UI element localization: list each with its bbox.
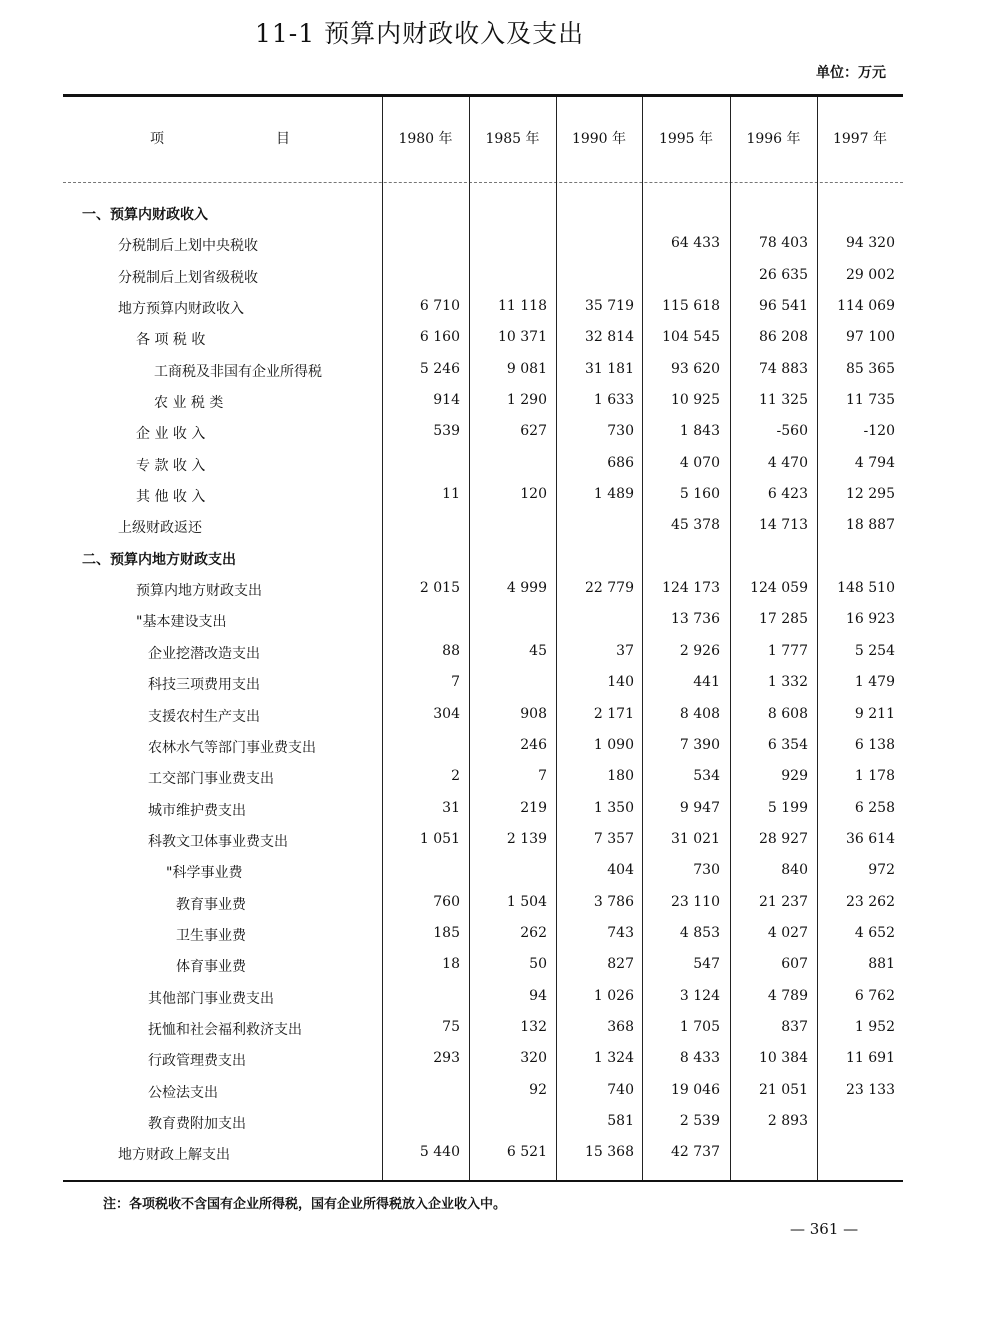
table-cell: 19 046 [671, 1081, 720, 1098]
table-cell: 2 [451, 768, 460, 785]
table-cell: 1 178 [854, 768, 895, 785]
unit-label: 单位：万元 [816, 65, 886, 81]
table-cell: 7 [538, 768, 547, 785]
table-cell: 5 246 [419, 360, 460, 377]
row-label: 工商税及非国有企业所得税 [154, 363, 322, 380]
table-cell: 14 713 [759, 517, 808, 534]
table-cell: 26 635 [759, 266, 808, 283]
table-cell: 9 081 [506, 360, 547, 377]
table-cell: 23 110 [671, 893, 720, 910]
header-year-1980: 1980 年 [398, 131, 453, 147]
row-label: 公检法支出 [148, 1084, 218, 1101]
table-cell: 96 541 [759, 298, 808, 315]
table-cell: 21 051 [759, 1081, 808, 1098]
row-label: 教育费附加支出 [148, 1115, 246, 1132]
table-cell: 1 705 [679, 1018, 720, 1035]
table-cell: 4 794 [854, 454, 895, 471]
table-cell: 32 814 [585, 329, 634, 346]
table-cell: 686 [607, 454, 634, 471]
table-cell: 304 [433, 705, 460, 722]
table-row [0, 1014, 1000, 1045]
table-cell: 75 [442, 1018, 460, 1035]
table-row [0, 1108, 1000, 1139]
table-cell: 1 489 [593, 486, 634, 503]
table-cell: 9 947 [679, 799, 720, 816]
table-cell: 8 608 [767, 705, 808, 722]
row-label: 卫生事业费 [176, 927, 246, 944]
table-row [0, 889, 1000, 920]
row-label: 城市维护费支出 [148, 802, 246, 819]
table-cell: 10 925 [671, 392, 720, 409]
table-cell: 1 051 [419, 830, 460, 847]
table-cell: 4 789 [767, 987, 808, 1004]
table-cell: -120 [863, 423, 895, 440]
table-cell: 78 403 [759, 235, 808, 252]
table-row [0, 544, 1000, 575]
table-cell: 9 211 [854, 705, 895, 722]
table-cell: 837 [781, 1018, 808, 1035]
table-cell: 1 332 [767, 674, 808, 691]
row-label: 农林水气等部门事业费支出 [148, 739, 316, 756]
header-year-1985: 1985 年 [485, 131, 540, 147]
table-cell: 23 262 [846, 893, 895, 910]
row-label: 工交部门事业费支出 [148, 771, 274, 788]
table-cell: 929 [781, 768, 808, 785]
table-cell: 262 [520, 924, 547, 941]
table-cell: 2 539 [679, 1112, 720, 1129]
table-cell: 115 618 [662, 298, 720, 315]
row-label: 其他部门事业费支出 [148, 990, 274, 1007]
table-cell: 1 290 [506, 392, 547, 409]
table-row [0, 1139, 1000, 1170]
table-cell: 36 614 [846, 830, 895, 847]
row-label: 上级财政返还 [118, 520, 202, 537]
table-cell: 22 779 [585, 580, 634, 597]
table-cell: 124 173 [662, 580, 720, 597]
table-cell: 180 [607, 768, 634, 785]
table-row [0, 418, 1000, 449]
table-cell: 404 [607, 862, 634, 879]
table-cell: 18 887 [846, 517, 895, 534]
table-cell: 2 139 [506, 830, 547, 847]
table-cell: 627 [520, 423, 547, 440]
table-cell: 6 138 [854, 736, 895, 753]
header-year-1995: 1995 年 [658, 131, 714, 147]
table-cell: 114 069 [837, 298, 895, 315]
table-body [0, 199, 1000, 1171]
row-label: 预算内地方财政支出 [136, 583, 262, 600]
table-cell: 760 [433, 893, 460, 910]
table-cell: 3 124 [679, 987, 720, 1004]
table-row [0, 481, 1000, 512]
row-label: 行政管理费支出 [148, 1053, 246, 1070]
table-row [0, 512, 1000, 543]
table-cell: 21 237 [759, 893, 808, 910]
table-cell: 914 [433, 392, 460, 409]
table-row [0, 356, 1000, 387]
table-cell: 441 [693, 674, 720, 691]
table-cell: 88 [442, 642, 460, 659]
table-cell: 1 952 [854, 1018, 895, 1035]
header-item-label: 项 [150, 131, 164, 147]
table-row [0, 983, 1000, 1014]
row-label: 体育事业费 [176, 959, 246, 976]
table-cell: 840 [781, 862, 808, 879]
table-cell: 6 710 [419, 298, 460, 315]
table-row [0, 951, 1000, 982]
table-bottom-rule [63, 1180, 903, 1182]
table-cell: 1 090 [593, 736, 634, 753]
table-cell: 539 [433, 423, 460, 440]
table-cell: 29 002 [846, 266, 895, 283]
table-row [0, 701, 1000, 732]
table-row [0, 826, 1000, 857]
table-cell: 740 [607, 1081, 634, 1098]
table-cell: 5 160 [679, 486, 720, 503]
table-cell: 6 258 [854, 799, 895, 816]
table-cell: 74 883 [759, 360, 808, 377]
table-cell: 64 433 [671, 235, 720, 252]
table-cell: 6 423 [767, 486, 808, 503]
table-cell: 4 470 [767, 454, 808, 471]
table-cell: 15 368 [585, 1144, 634, 1161]
table-cell: 104 545 [662, 329, 720, 346]
table-cell: 11 118 [498, 298, 547, 315]
table-top-rule [63, 94, 903, 97]
table-row [0, 732, 1000, 763]
table-cell: 368 [607, 1018, 634, 1035]
table-cell: 607 [781, 956, 808, 973]
table-cell: 743 [607, 924, 634, 941]
header-year-1997: 1997 年 [832, 131, 888, 147]
table-cell: 730 [607, 423, 634, 440]
table-cell: 37 [616, 642, 634, 659]
table-cell: 31 021 [671, 830, 720, 847]
row-label: 抚恤和社会福利救济支出 [148, 1021, 302, 1038]
footnote: 注：各项税收不含国有企业所得税，国有企业所得税放入企业收入中。 [103, 1197, 507, 1212]
table-cell: 6 762 [854, 987, 895, 1004]
table-cell: 124 059 [750, 580, 808, 597]
table-cell: 293 [433, 1050, 460, 1067]
row-label: "基本建设支出 [136, 614, 227, 631]
table-cell: 2 171 [593, 705, 634, 722]
row-label: 地方预算内财政收入 [118, 301, 244, 318]
table-row [0, 293, 1000, 324]
table-row [0, 795, 1000, 826]
table-cell: 4 652 [854, 924, 895, 941]
table-row [0, 763, 1000, 794]
row-label: 分税制后上划省级税收 [118, 269, 258, 286]
table-cell: 1 777 [767, 642, 808, 659]
table-cell: 5 254 [854, 642, 895, 659]
row-label: 其 他 收 入 [136, 489, 206, 506]
table-cell: 1 026 [593, 987, 634, 1004]
table-cell: 120 [520, 486, 547, 503]
table-row [0, 575, 1000, 606]
header-year-1990: 1990 年 [571, 131, 627, 147]
row-label: 企业挖潜改造支出 [148, 645, 260, 662]
table-row [0, 262, 1000, 293]
table-row [0, 1077, 1000, 1108]
table-cell: 148 510 [837, 580, 895, 597]
table-cell: 908 [520, 705, 547, 722]
table-cell: 31 [442, 799, 460, 816]
row-label: 教育事业费 [176, 896, 246, 913]
table-row [0, 324, 1000, 355]
table-cell: 7 357 [593, 830, 634, 847]
table-cell: 50 [529, 956, 547, 973]
table-cell: 185 [433, 924, 460, 941]
table-cell: 827 [607, 956, 634, 973]
header-year-1996: 1996 年 [746, 131, 801, 147]
table-cell: 2 926 [679, 642, 720, 659]
table-cell: 581 [607, 1112, 634, 1129]
table-cell: 6 521 [506, 1144, 547, 1161]
table-cell: 8 433 [679, 1050, 720, 1067]
table-cell: 6 354 [767, 736, 808, 753]
table-row [0, 669, 1000, 700]
table-cell: 6 160 [419, 329, 460, 346]
table-row [0, 230, 1000, 261]
table-cell: 11 735 [846, 392, 895, 409]
row-label: 二、预算内地方财政支出 [82, 551, 236, 568]
table-cell: 881 [868, 956, 895, 973]
table-cell: 132 [520, 1018, 547, 1035]
header-separator [63, 182, 903, 183]
row-label: 支援农村生产支出 [148, 708, 260, 725]
table-cell: 10 384 [759, 1050, 808, 1067]
table-cell: 5 440 [419, 1144, 460, 1161]
row-label: 企 业 收 入 [136, 426, 206, 443]
table-cell: 94 320 [846, 235, 895, 252]
table-cell: -560 [776, 423, 808, 440]
row-label: 各 项 税 收 [136, 332, 206, 349]
table-cell: 140 [607, 674, 634, 691]
table-cell: 5 199 [767, 799, 808, 816]
table-cell: 4 853 [679, 924, 720, 941]
table-cell: 547 [693, 956, 720, 973]
table-cell: 11 691 [846, 1050, 895, 1067]
table-cell: 246 [520, 736, 547, 753]
table-row [0, 857, 1000, 888]
page-number: — 361 — [790, 1220, 859, 1238]
table-cell: 4 027 [767, 924, 808, 941]
table-cell: 86 208 [759, 329, 808, 346]
table-cell: 2 015 [419, 580, 460, 597]
table-cell: 42 737 [671, 1144, 720, 1161]
table-cell: 16 923 [846, 611, 895, 628]
table-row [0, 606, 1000, 637]
table-cell: 7 390 [679, 736, 720, 753]
table-cell: 7 [451, 674, 460, 691]
row-label: 地方财政上解支出 [118, 1147, 230, 1164]
table-cell: 11 [442, 486, 460, 503]
table-cell: 13 736 [671, 611, 720, 628]
table-cell: 28 927 [759, 830, 808, 847]
row-label: 分税制后上划中央税收 [118, 238, 258, 255]
table-cell: 35 719 [585, 298, 634, 315]
row-label: 专 款 收 入 [136, 457, 206, 474]
row-label: 一、预算内财政收入 [82, 207, 208, 223]
table-row [0, 387, 1000, 418]
row-label: 农 业 税 类 [154, 395, 224, 412]
table-row [0, 638, 1000, 669]
table-cell: 17 285 [759, 611, 808, 628]
table-cell: 1 479 [854, 674, 895, 691]
table-cell: 219 [520, 799, 547, 816]
table-cell: 3 786 [593, 893, 634, 910]
table-row [0, 199, 1000, 230]
table-row [0, 1045, 1000, 1076]
table-cell: 85 365 [846, 360, 895, 377]
table-cell: 1 350 [593, 799, 634, 816]
table-cell: 12 295 [846, 486, 895, 503]
table-cell: 11 325 [759, 392, 808, 409]
table-cell: 23 133 [846, 1081, 895, 1098]
table-row [0, 450, 1000, 481]
table-cell: 2 893 [767, 1112, 808, 1129]
table-cell: 18 [442, 956, 460, 973]
table-cell: 972 [868, 862, 895, 879]
table-cell: 10 371 [498, 329, 547, 346]
table-cell: 4 999 [506, 580, 547, 597]
table-cell: 320 [520, 1050, 547, 1067]
row-label: 科技三项费用支出 [148, 677, 260, 694]
row-label: 科教文卫体事业费支出 [148, 833, 288, 850]
table-cell: 4 070 [679, 454, 720, 471]
table-row [0, 920, 1000, 951]
table-cell: 92 [529, 1081, 547, 1098]
table-cell: 31 181 [585, 360, 634, 377]
table-cell: 1 324 [593, 1050, 634, 1067]
table-cell: 45 378 [671, 517, 720, 534]
table-cell: 93 620 [671, 360, 720, 377]
table-cell: 1 843 [679, 423, 720, 440]
table-cell: 94 [529, 987, 547, 1004]
table-cell: 45 [529, 642, 547, 659]
table-cell: 534 [693, 768, 720, 785]
table-cell: 730 [693, 862, 720, 879]
header-item-label: 目 [276, 131, 290, 147]
table-cell: 97 100 [846, 329, 895, 346]
row-label: "科学事业费 [166, 865, 243, 882]
table-cell: 1 633 [593, 392, 634, 409]
table-cell: 8 408 [679, 705, 720, 722]
table-cell: 1 504 [506, 893, 547, 910]
page-title: 11-1 预算内财政收入及支出 [255, 19, 585, 48]
